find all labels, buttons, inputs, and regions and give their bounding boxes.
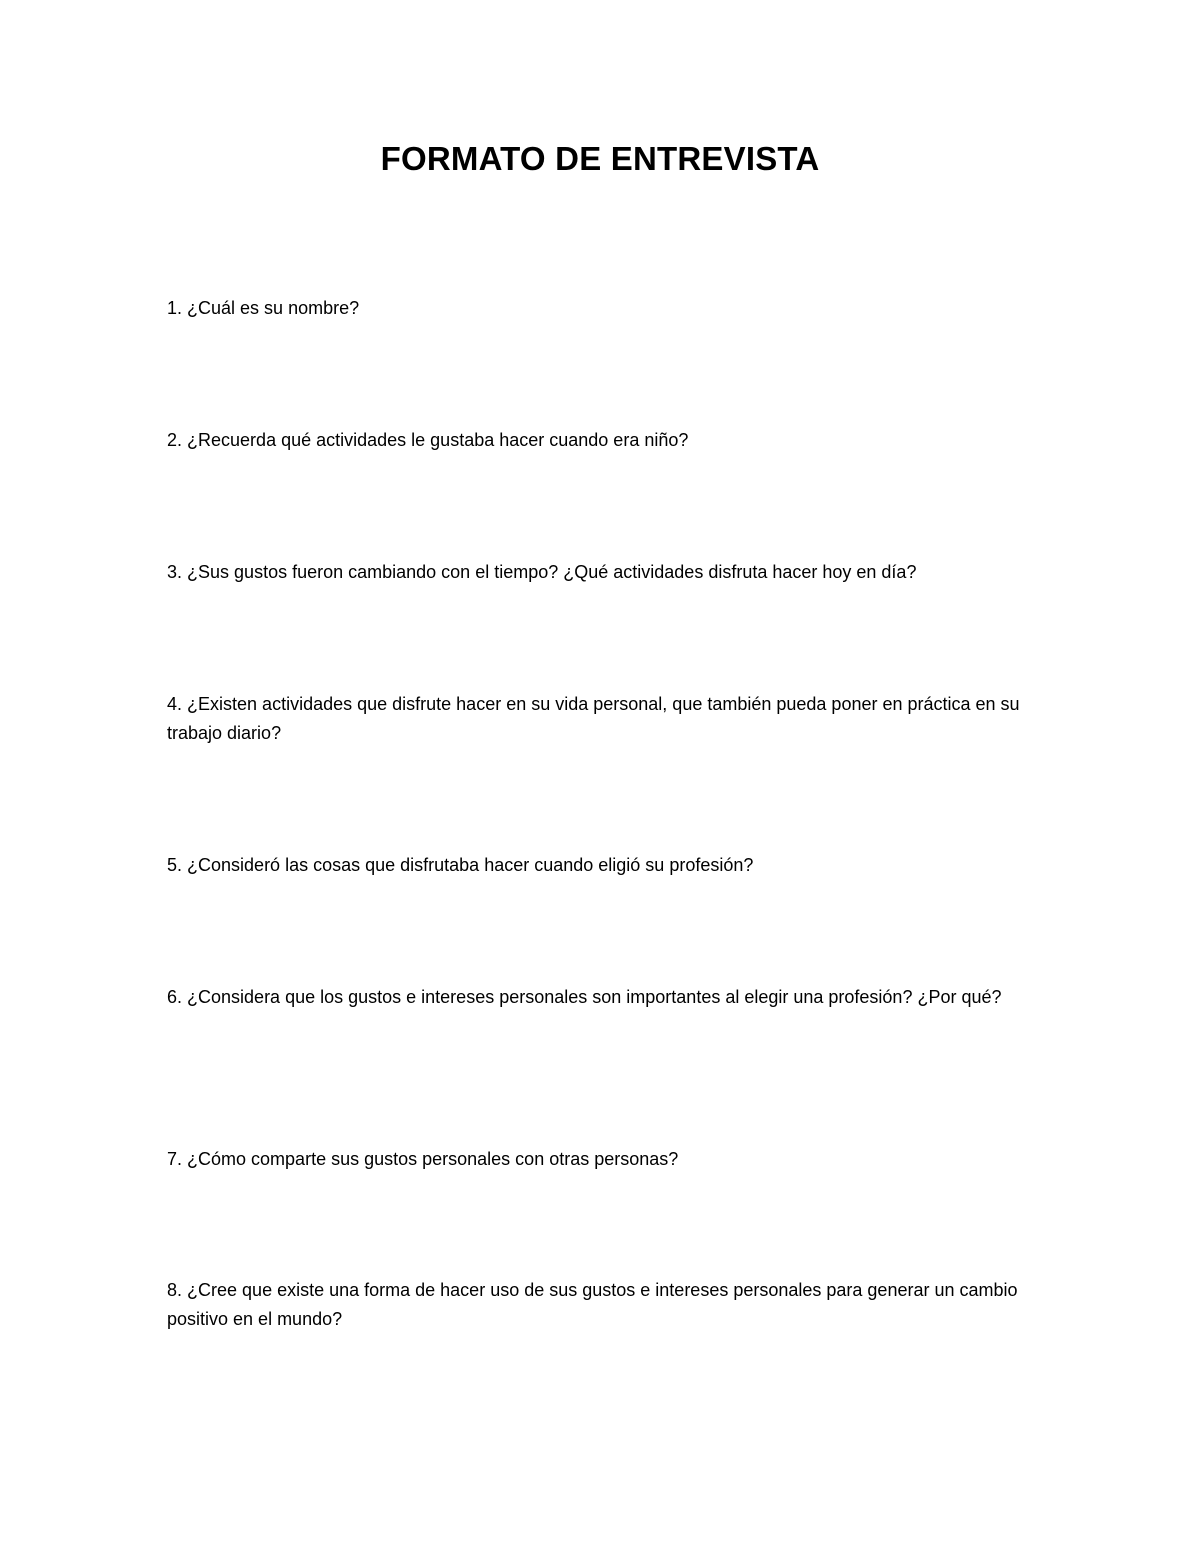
question-text: ¿Cree que existe una forma de hacer uso de sus gustos e intereses personales para generar un cambio positivo en el mundo? — [167, 1280, 1018, 1329]
question-5 — [167, 851, 1037, 880]
question-number: 7. — [167, 1149, 183, 1169]
question-number: 4. — [167, 694, 183, 714]
question-6 — [167, 983, 1037, 1012]
question-7 — [167, 1145, 1037, 1174]
question-number: 8. — [167, 1280, 183, 1300]
question-text: ¿Considera que los gustos e intereses personales son importantes al elegir una profesión? ¿Por qué? — [187, 987, 1002, 1007]
question-3 — [167, 558, 1037, 587]
question-number: 5. — [167, 855, 183, 875]
question-text: ¿Consideró las cosas que disfrutaba hacer cuando eligió su profesión? — [187, 855, 754, 875]
question-number: 6. — [167, 987, 183, 1007]
question-8 — [167, 1276, 1037, 1334]
question-text: ¿Cuál es su nombre? — [187, 298, 360, 318]
question-number: 2. — [167, 430, 183, 450]
question-text: ¿Cómo comparte sus gustos personales con otras personas? — [187, 1149, 679, 1169]
question-1 — [167, 294, 1037, 323]
question-4 — [167, 690, 1037, 748]
question-number: 3. — [167, 562, 183, 582]
document-title: FORMATO DE ENTREVISTA — [380, 140, 820, 177]
question-text: ¿Recuerda qué actividades le gustaba hacer cuando era niño? — [187, 430, 689, 450]
question-2 — [167, 426, 1037, 455]
question-number: 1. — [167, 298, 183, 318]
question-text: ¿Existen actividades que disfrute hacer en su vida personal, que también pueda poner en práctica en su trabajo diario? — [167, 694, 1020, 743]
question-text: ¿Sus gustos fueron cambiando con el tiempo? ¿Qué actividades disfruta hacer hoy en día? — [187, 562, 917, 582]
